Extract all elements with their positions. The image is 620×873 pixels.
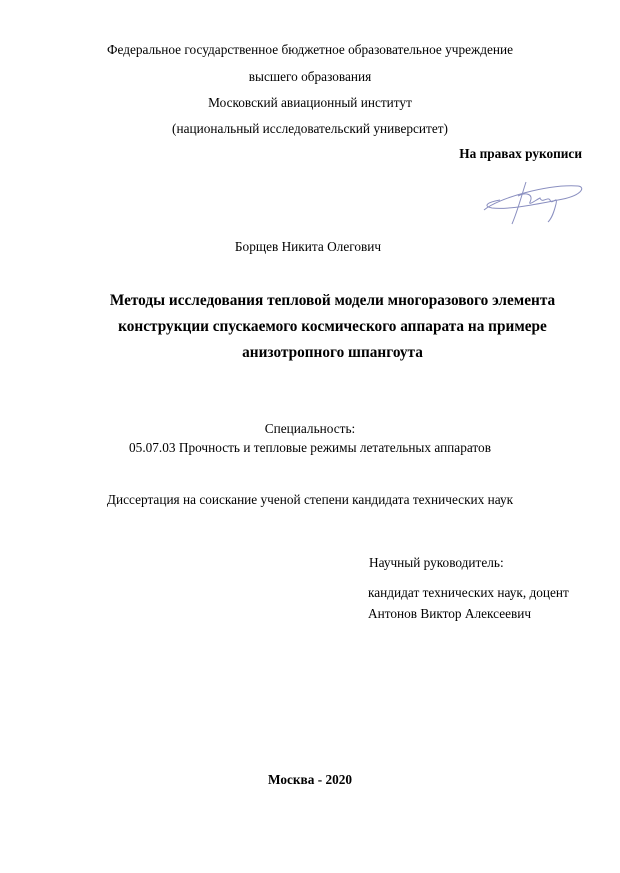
title-line-1: Методы исследования тепловой модели многоразового элемента <box>109 292 556 309</box>
institution-line-4: (национальный исследовательский университет) <box>172 121 448 136</box>
supervisor-label: Научный руководитель: <box>369 555 504 570</box>
manuscript-note: На правах рукописи <box>459 146 582 161</box>
signature-icon <box>478 176 588 228</box>
city-year: Москва - 2020 <box>267 772 353 787</box>
specialty-value: 05.07.03 Прочность и тепловые режимы летательных аппаратов <box>129 440 491 455</box>
supervisor-degree: кандидат технических наук, доцент <box>368 585 569 600</box>
supervisor-name: Антонов Виктор Алексеевич <box>368 606 532 621</box>
institution-line-1: Федеральное государственное бюджетное образовательное учреждение <box>106 42 513 57</box>
dissertation-title <box>60 288 605 366</box>
dissertation-type: Диссертация на соискание ученой степени кандидата технических наук <box>106 492 514 507</box>
specialty-label: Специальность: <box>264 421 356 436</box>
title-line-3: анизотропного шпангоута <box>242 344 423 361</box>
institution-line-3: Московский авиационный институт <box>208 95 412 110</box>
author-name: Борщев Никита Олегович <box>234 239 382 254</box>
title-line-2: конструкции спускаемого космического аппарата на примере <box>118 318 547 335</box>
institution-line-2: высшего образования <box>248 69 372 84</box>
